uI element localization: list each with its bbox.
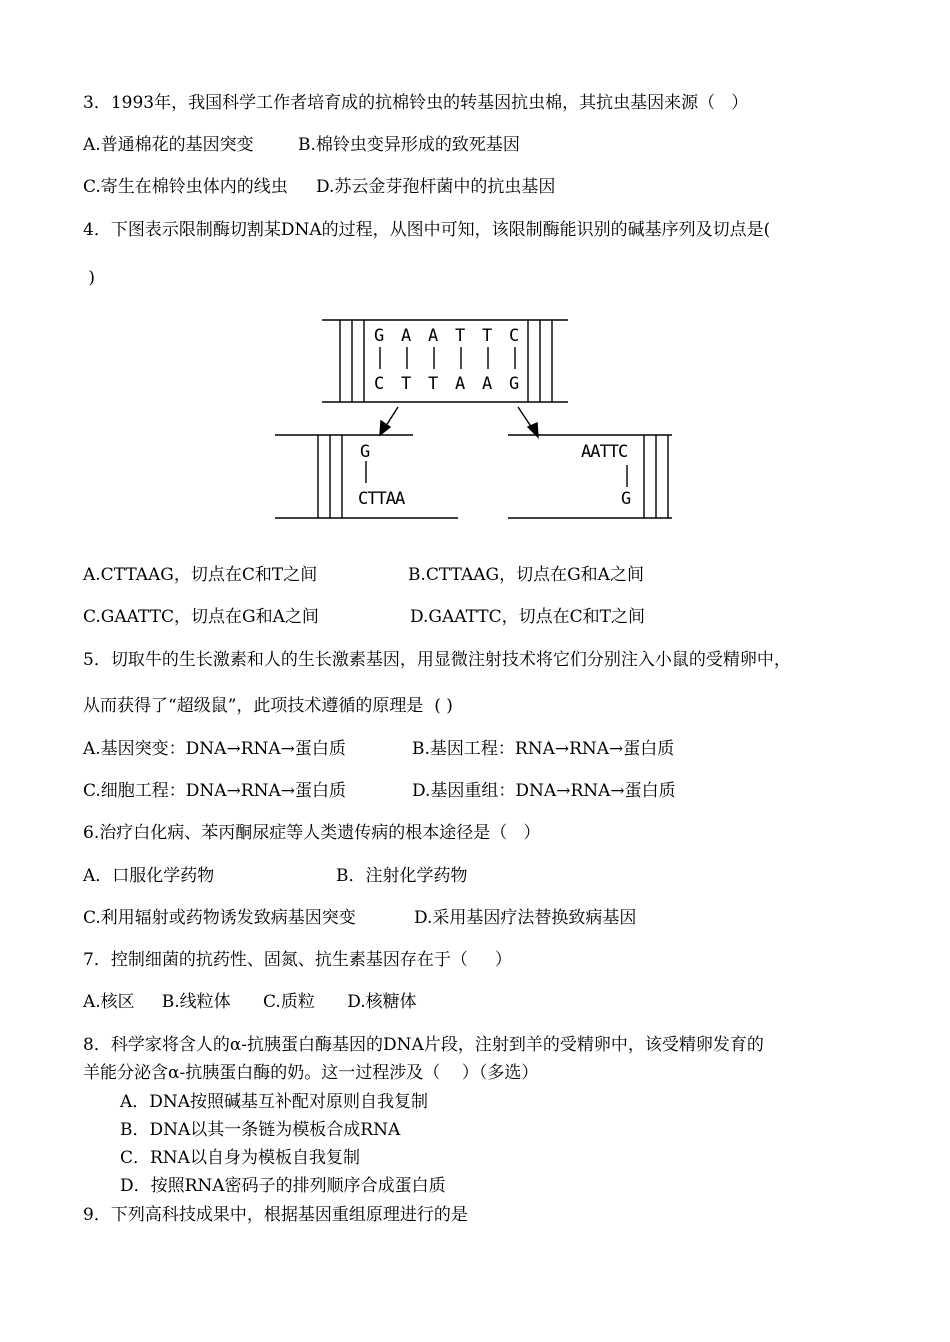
base-bottom-5: A [482, 374, 493, 394]
q7-options: A.核区 B.线粒体 C.质粒 D.核糖体 [83, 992, 417, 1012]
uncut-dna-fragment [322, 320, 568, 402]
q4-option-d: D.GAATTC，切点在C和T之间 [410, 607, 645, 627]
q6-option-b: B．注射化学药物 [336, 866, 468, 886]
base-bottom-6: G [509, 374, 520, 394]
base-top-4: T [455, 326, 466, 346]
q8-option-a: A．DNA按照碱基互补配对原则自我复制 [120, 1092, 429, 1112]
q8-option-b: B．DNA以其一条链为模板合成RNA [120, 1120, 401, 1140]
base-top-2: A [401, 326, 412, 346]
cut-arrow-right [518, 407, 538, 437]
q3-stem: 3．1993年，我国科学工作者培育成的抗棉铃虫的转基因抗虫棉，其抗虫基因来源（ ） [83, 93, 749, 113]
left-fragment-bottom: CTTAA [358, 489, 405, 509]
base-bottom-2: T [401, 374, 412, 394]
q3-option-d: D.苏云金芽孢杆菌中的抗虫基因 [316, 177, 556, 197]
q4-option-c: C.GAATTC，切点在G和A之间 [83, 607, 319, 627]
q6-stem: 6.治疗白化病、苯丙酮尿症等人类遗传病的根本途径是（ ） [83, 823, 541, 843]
base-bottom-3: T [428, 374, 439, 394]
right-fragment-top: AATTC [581, 442, 628, 462]
q5-stem-line2: 从而获得了“超级鼠”，此项技术遵循的原理是 ( ) [83, 696, 453, 716]
q8-stem-line2: 羊能分泌含α-抗胰蛋白酶的奶。这一过程涉及（ ）（多选） [83, 1063, 539, 1083]
q6-option-a: A．口服化学药物 [83, 866, 215, 886]
base-bottom-4: A [455, 374, 466, 394]
cut-arrow-left [380, 407, 398, 435]
q8-option-d: D．按照RNA密码子的排列顺序合成蛋白质 [120, 1176, 446, 1196]
q4-stem-end: ) [83, 268, 96, 288]
q6-option-c: C.利用辐射或药物诱发致病基因突变 [83, 908, 356, 928]
base-top-6: C [509, 326, 520, 346]
q3-option-a: A.普通棉花的基因突变 [83, 135, 254, 155]
top-strand-bases [374, 326, 519, 346]
q3-option-c: C.寄生在棉铃虫体内的线虫 [83, 177, 288, 197]
q5-option-d: D.基因重组：DNA→RNA→蛋白质 [412, 781, 676, 801]
base-top-5: T [482, 326, 493, 346]
q4-stem: 4．下图表示限制酶切割某DNA的过程，从图中可知，该限制酶能识别的碱基序列及切点是( [83, 220, 771, 240]
q5-option-b: B.基因工程：RNA→RNA→蛋白质 [412, 739, 675, 759]
q5-option-a: A.基因突变：DNA→RNA→蛋白质 [83, 739, 346, 759]
restriction-enzyme-diagram [270, 315, 680, 525]
bottom-strand-bases [374, 374, 519, 394]
q4-option-b: B.CTTAAG，切点在G和A之间 [408, 565, 644, 585]
q6-option-d: D.采用基因疗法替换致病基因 [414, 908, 637, 928]
q4-option-a: A.CTTAAG，切点在C和T之间 [83, 565, 318, 585]
right-fragment-bottom: G [621, 489, 632, 509]
q8-option-c: C．RNA以自身为模板自我复制 [120, 1148, 360, 1168]
q5-stem-line1: 5．切取牛的生长激素和人的生长激素基因，用显微注射技术将它们分别注入小鼠的受精卵中， [83, 650, 791, 670]
base-bottom-1: C [374, 374, 385, 394]
q7-stem: 7．控制细菌的抗药性、固氮、抗生素基因存在于（ ） [83, 950, 512, 970]
left-fragment-top: G [360, 442, 371, 462]
q9-stem: 9．下列高科技成果中，根据基因重组原理进行的是 [83, 1205, 468, 1225]
q5-option-c: C.细胞工程：DNA→RNA→蛋白质 [83, 781, 347, 801]
base-top-1: G [374, 326, 385, 346]
q8-stem-line1: 8．科学家将含人的α-抗胰蛋白酶基因的DNA片段，注射到羊的受精卵中，该受精卵发育的 [83, 1035, 764, 1055]
q3-option-b: B.棉铃虫变异形成的致死基因 [298, 135, 520, 155]
base-top-3: A [428, 326, 439, 346]
